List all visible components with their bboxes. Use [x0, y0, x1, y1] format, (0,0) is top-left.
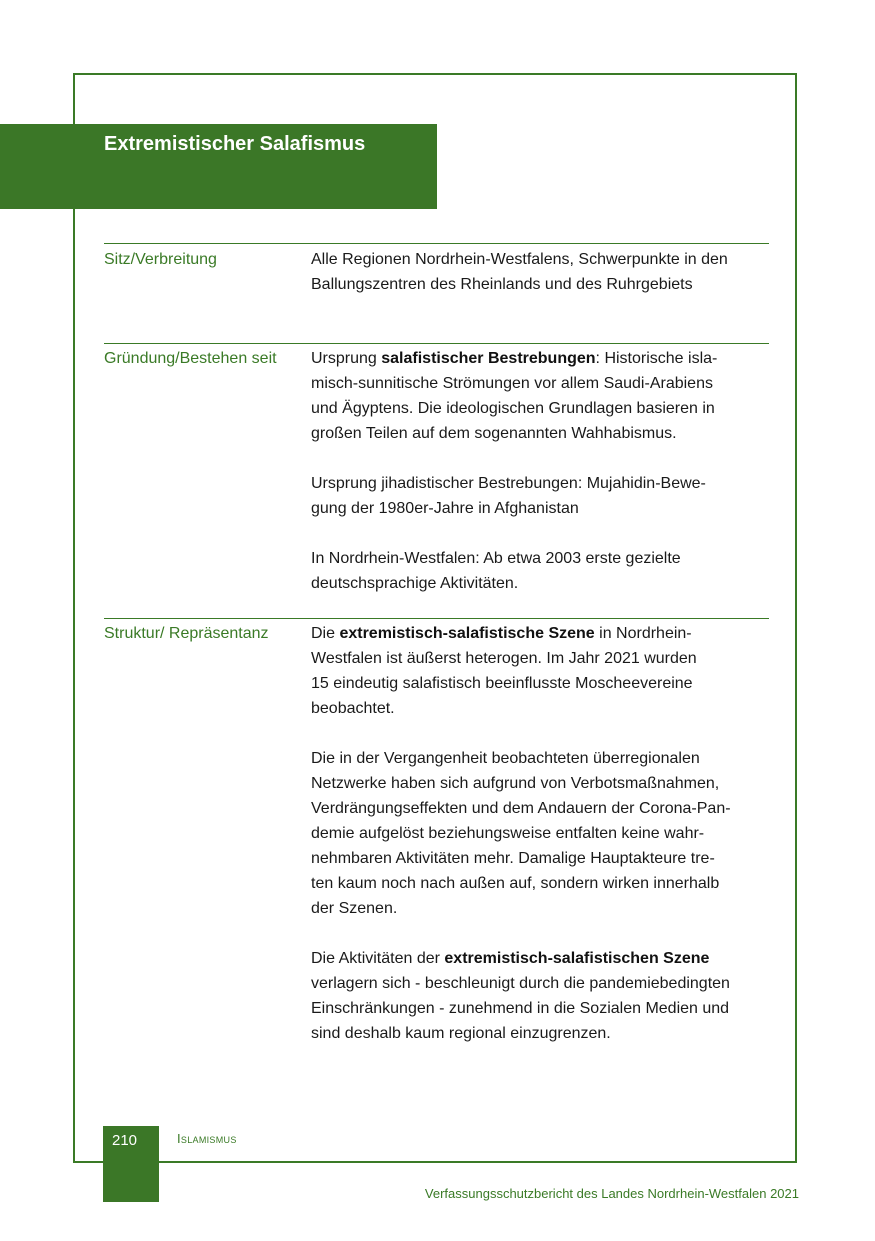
page-title: Extremistischer Salafismus [104, 133, 366, 155]
text-line: Ursprung jihadistischer Bestrebungen: Mujahidin-Bewe- [311, 475, 706, 492]
row-text-gruendung [311, 346, 766, 596]
row-text-struktur [311, 621, 766, 1046]
text-line: und Ägyptens. Die ideologischen Grundlagen basieren in [311, 400, 715, 417]
row-label-struktur: Struktur/ Repräsentanz [104, 625, 269, 642]
text-line: misch-sunnitische Strömungen vor allem Saudi-Arabiens [311, 375, 713, 392]
text-line: deutschsprachige Aktivitäten. [311, 575, 519, 592]
page-number-box [103, 1126, 159, 1202]
text-line: Ursprung salafistischer Bestrebungen: Historische isla- [311, 350, 718, 367]
text-line: demie aufgelöst beziehungsweise entfalten keine wahr- [311, 825, 705, 842]
row-label-gruendung: Gründung/Bestehen seit [104, 350, 277, 367]
text-line: Alle Regionen Nordrhein-Westfalens, Schwerpunkte in den [311, 251, 728, 268]
text-line: beobachtet. [311, 700, 395, 717]
text-line: Verdrängungseffekten und dem Andauern der Corona-Pan- [311, 800, 731, 817]
text-line: Ballungszentren des Rheinlands und des Ruhrgebiets [311, 276, 693, 293]
text-line: Die extremistisch-salafistische Szene in Nordrhein- [311, 625, 692, 642]
text-line: Die in der Vergangenheit beobachteten überregionalen [311, 750, 700, 767]
row-divider [104, 243, 769, 244]
text-line: 15 eindeutig salafistisch beeinflusste Moscheevereine [311, 675, 693, 692]
title-bar [0, 124, 437, 209]
text-line: nehmbaren Aktivitäten mehr. Damalige Hauptakteure tre- [311, 850, 715, 867]
footer-text: Verfassungsschutzbericht des Landes Nordrhein-Westfalen 2021 [424, 1186, 799, 1201]
row-text-sitz [311, 247, 766, 297]
text-line: ten kaum noch nach außen auf, sondern wirken innerhalb [311, 875, 720, 892]
row-divider [104, 343, 769, 344]
text-line: Die Aktivitäten der extremistisch-salafistischen Szene [311, 950, 710, 967]
page-number: 210 [112, 1132, 138, 1149]
text-line: verlagern sich - beschleunigt durch die pandemiebedingten [311, 975, 730, 992]
text-line: gung der 1980er-Jahre in Afghanistan [311, 500, 579, 517]
text-line: Westfalen ist äußerst heterogen. Im Jahr 2021 wurden [311, 650, 697, 667]
text-line: großen Teilen auf dem sogenannten Wahhabismus. [311, 425, 677, 442]
text-line: Netzwerke haben sich aufgrund von Verbotsmaßnahmen, [311, 775, 720, 792]
row-divider [104, 618, 769, 619]
text-line: sind deshalb kaum regional einzugrenzen. [311, 1025, 611, 1042]
text-line: der Szenen. [311, 900, 398, 917]
section-name: Islamismus [177, 1131, 237, 1146]
text-line: In Nordrhein-Westfalen: Ab etwa 2003 erste gezielte [311, 550, 681, 567]
row-label-sitz: Sitz/Verbreitung [104, 251, 217, 268]
text-line: Einschränkungen - zunehmend in die Sozialen Medien und [311, 1000, 730, 1017]
